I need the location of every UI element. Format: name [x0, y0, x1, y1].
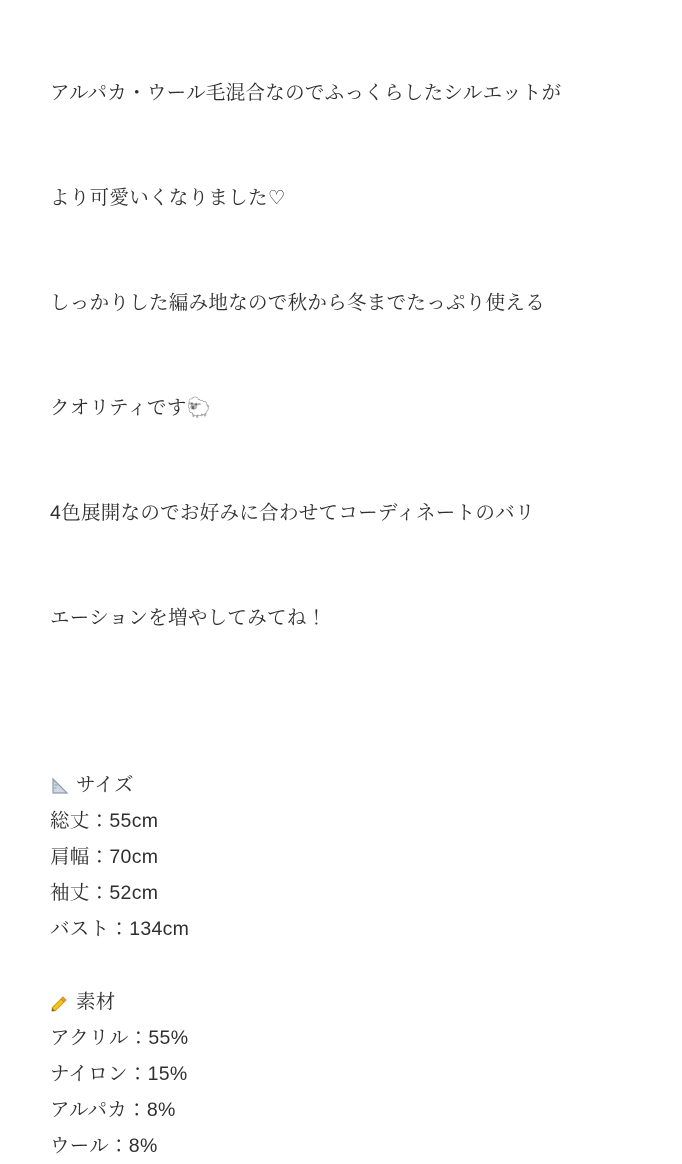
material-row: アルパカ：8%	[50, 1099, 176, 1121]
material-section-heading	[50, 985, 634, 1020]
material-row: アクリル：55%	[50, 1027, 189, 1049]
triangle-ruler-icon	[50, 776, 70, 796]
size-row: 肩幅：70cm	[50, 846, 159, 868]
size-section-heading	[50, 768, 634, 803]
material-row: ウール：8%	[50, 1135, 158, 1157]
size-section-title: サイズ	[76, 774, 134, 796]
material-row: ナイロン：15%	[50, 1063, 188, 1085]
intro-line: アルパカ・ウール毛混合なのでふっくらしたシルエットが	[50, 82, 562, 104]
material-rows	[50, 1020, 634, 1164]
intro-line: クオリティです🐑	[50, 397, 212, 419]
spacer	[50, 947, 634, 985]
size-row: 総丈：55cm	[50, 810, 159, 832]
size-row: バスト：134cm	[50, 918, 190, 940]
intro-line: より可愛いくなりました♡	[50, 187, 286, 209]
writing-hand-icon	[50, 993, 70, 1013]
material-section-title: 素材	[76, 991, 116, 1013]
intro-paragraph	[50, 6, 634, 706]
size-rows	[50, 803, 634, 947]
spacer	[50, 706, 634, 768]
intro-line: エーションを増やしてみてね！	[50, 607, 327, 629]
size-row: 袖丈：52cm	[50, 882, 159, 904]
intro-line: 4色展開なのでお好みに合わせてコーディネートのバリ	[50, 502, 535, 524]
intro-line: しっかりした編み地なので秋から冬までたっぷり使える	[50, 292, 546, 314]
